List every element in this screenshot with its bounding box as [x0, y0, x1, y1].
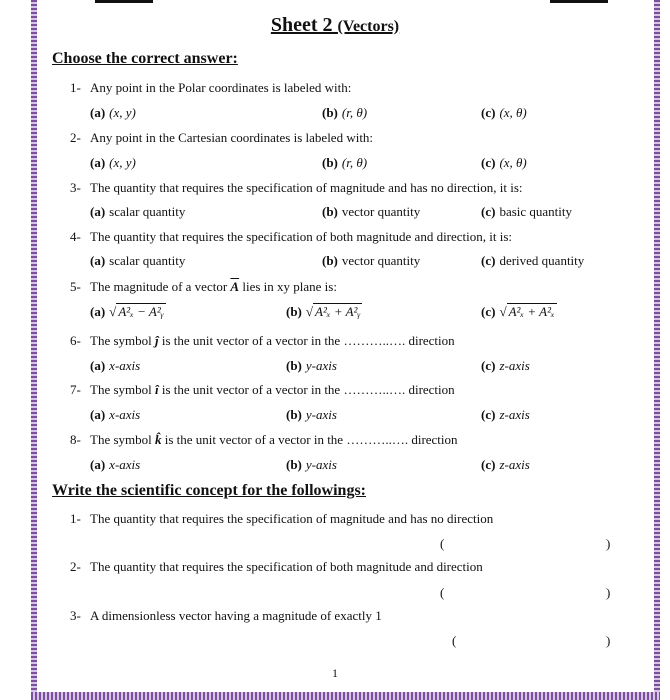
q3-option-a[interactable]: (a) scalar quantity — [90, 204, 186, 219]
square-root-icon: √ — [499, 304, 507, 319]
page-title: Sheet 2 (Vectors) — [270, 14, 400, 36]
q8-option-c[interactable]: (c) z-axis — [481, 457, 530, 472]
decorative-border-left — [31, 0, 37, 700]
q5-option-c[interactable]: (c) √ A²ₓ + A²ₓ — [481, 304, 555, 319]
q7-option-a[interactable]: (a) x-axis — [90, 407, 141, 422]
top-rule-right — [550, 0, 608, 3]
q1-option-b[interactable]: (b) (r, θ) — [322, 105, 368, 120]
q8-option-b[interactable]: (b) y-axis — [286, 457, 337, 472]
question-3: 3- The quantity that requires the specification of magnitude and has no direction, it is: — [70, 180, 523, 195]
concept-1-answer-open[interactable]: ( — [440, 536, 445, 551]
square-root-icon: √ — [305, 304, 314, 319]
q5-option-c-expr: A²ₓ + A²ₓ — [508, 304, 555, 319]
section-heading-concepts: Write the scientific concept for the followings: — [52, 482, 367, 499]
decorative-border-right — [654, 0, 660, 700]
q5-option-a[interactable]: (a) √ A²ₓ − A²ᵧ — [90, 304, 164, 319]
q4-option-a[interactable]: (a) scalar quantity — [90, 253, 186, 268]
question-1: 1- Any point in the Polar coordinates is labeled with: — [70, 80, 352, 95]
q7-option-c[interactable]: (c) z-axis — [481, 407, 530, 422]
q4-option-b[interactable]: (b) vector quantity — [322, 253, 421, 268]
square-root-icon: √ — [109, 304, 117, 319]
page-subtitle: (Vectors) — [337, 18, 400, 35]
vector-a-symbol: $\overline{A}$ — [230, 279, 240, 294]
q1-option-a[interactable]: (a) (x, y) — [90, 105, 136, 120]
q5-option-b[interactable]: (b) √ A²ₓ + A²ᵧ — [286, 304, 361, 319]
top-rule-left — [95, 0, 153, 3]
concept-2-answer-close: ) — [606, 585, 611, 600]
q7-option-b[interactable]: (b) y-axis — [286, 407, 337, 422]
unit-vector-k-symbol: k̂ — [155, 432, 162, 447]
section-heading-choose: Choose the correct answer: — [52, 50, 238, 67]
q6-option-a[interactable]: (a) x-axis — [90, 358, 141, 373]
question-7: 7- The symbol î is the unit vector of a vector in the ………..…. direction — [70, 382, 455, 397]
concept-3-answer-close: ) — [606, 633, 611, 648]
q2-option-c[interactable]: (c) (x, θ) — [481, 155, 527, 170]
unit-vector-j-symbol: ĵ — [155, 333, 159, 348]
q2-option-a[interactable]: (a) (x, y) — [90, 155, 136, 170]
concept-1-answer-close: ) — [606, 536, 611, 551]
question-8: 8- The symbol k̂ is the unit vector of a vector in the ………..…. direction — [70, 432, 458, 447]
concept-item-3: 3- A dimensionless vector having a magnitude of exactly 1 — [70, 608, 382, 623]
question-6: 6- The symbol ĵ is the unit vector of a vector in the ………..…. direction — [70, 333, 455, 348]
question-2: 2- Any point in the Cartesian coordinates is labeled with: — [70, 130, 374, 145]
unit-vector-i-symbol: î — [155, 382, 159, 397]
q1-option-c[interactable]: (c) (x, θ) — [481, 105, 527, 120]
concept-item-1: 1- The quantity that requires the specification of magnitude and has no direction — [70, 511, 494, 526]
concept-item-2: 2- The quantity that requires the specification of both magnitude and direction — [70, 559, 483, 574]
question-4: 4- The quantity that requires the specification of both magnitude and direction, it is: — [70, 229, 513, 244]
q6-option-c[interactable]: (c) z-axis — [481, 358, 530, 373]
q5-option-b-expr: A²ₓ + A²ᵧ — [315, 304, 361, 319]
page-number: 1 — [332, 666, 338, 680]
q5-option-a-expr: A²ₓ − A²ᵧ — [118, 304, 164, 319]
q4-option-c[interactable]: (c) derived quantity — [481, 253, 585, 268]
q2-option-b[interactable]: (b) (r, θ) — [322, 155, 368, 170]
concept-3-answer-open[interactable]: ( — [452, 633, 457, 648]
q3-option-b[interactable]: (b) vector quantity — [322, 204, 421, 219]
question-5: 5- The magnitude of a vector $\overline{A}$ lies in xy plane is: — [70, 279, 337, 294]
q6-option-b[interactable]: (b) y-axis — [286, 358, 337, 373]
q3-option-c[interactable]: (c) basic quantity — [481, 204, 573, 219]
q8-option-a[interactable]: (a) x-axis — [90, 457, 141, 472]
concept-2-answer-open[interactable]: ( — [440, 585, 445, 600]
decorative-border-bottom — [31, 692, 660, 700]
